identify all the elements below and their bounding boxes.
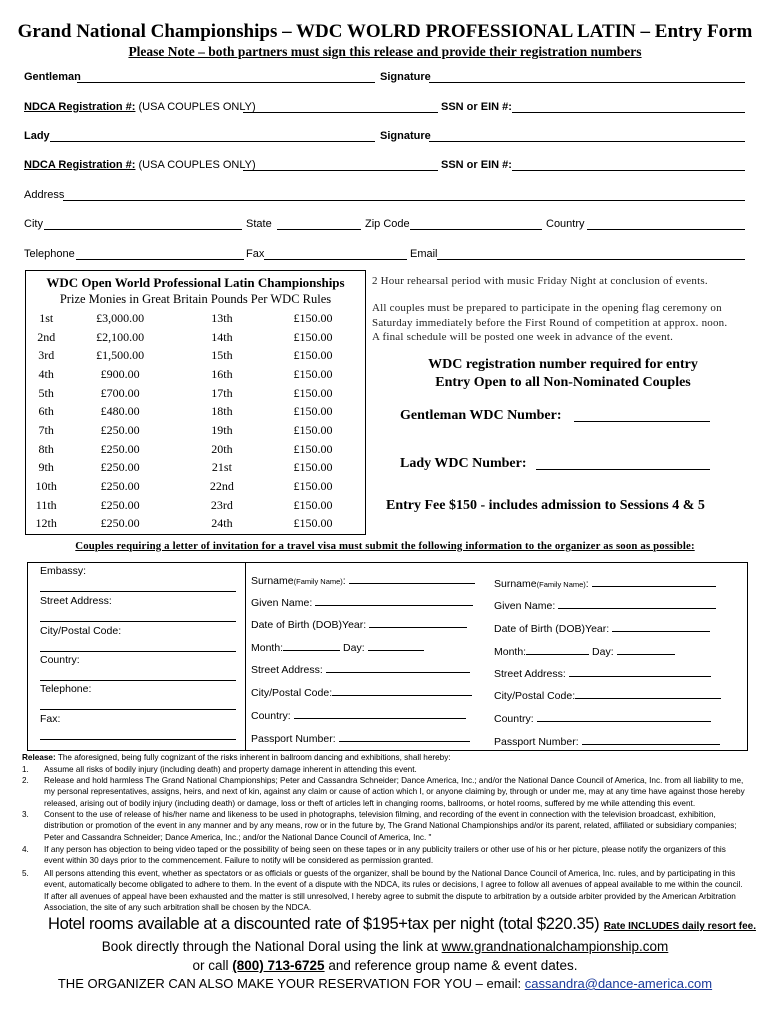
place-cell: 22nd [209,479,234,494]
visa-given-2: Given Name: [494,598,716,612]
rehearsal-note: 2 Hour rehearsal period with music Friday Night at conclusion of events. [372,275,708,287]
prize-cell: £150.00 [293,441,333,456]
fax-label: Fax [246,248,265,260]
prize-cell: £150.00 [293,497,333,512]
gentleman-wdc-label: Gentleman WDC Number: [400,408,562,423]
release-item-text: All persons attending this event, whether as spectators or as officials or guests of the organizer, shall be bound by the National Dance Council of America, Inc. rules, and by participating in this event, automatically become obligated to adhere to them. In the event of a dispute with the NDCA, its rules or decisions, I agree to follow all avenues of appeal available to me within the council. If after all avenues of appeal have been exhausted and the matter is still unresolved, I hereby agree to submit the dispute to arbitration by a outside arbiter provided by the American Arbitration Association, the site of any such arbitration shall be chosen by the NDCA. [44,869,743,912]
zip-label: Zip Code [365,218,410,230]
place-cell: 11th [35,497,57,512]
lady-ssn-label: SSN or EIN #: [441,159,512,171]
website-link[interactable]: www.grandnationalchampionship.com [441,939,669,954]
prize-row [28,346,358,365]
street-field-1[interactable] [326,662,470,673]
gentleman-label: Gentleman [24,71,81,83]
lady-wdc-field[interactable] [536,458,710,470]
book-text: Book directly through the National Doral using the link at [101,939,438,954]
passport-field-1[interactable] [339,731,470,742]
lady-signature-label: Signature [380,130,431,142]
country-field-1[interactable] [294,708,466,719]
prize-cell: £250.00 [100,516,140,531]
flag-ceremony-note: All couples must be prepared to participate in the opening flag ceremony on Saturday immediately before the First Round of competition at approx. noon. A final schedule will be posted one week in advance of the event. [372,302,728,343]
release-item-text: Assume all risks of bodily injury (including death) and property damage inherent in attending this event. [44,765,417,774]
telephone-label: Telephone [24,248,75,260]
city-field-1[interactable] [332,685,472,696]
place-cell: 21st [211,460,232,475]
visa-month-1: Month: Day: [251,640,424,654]
page-title: Grand National Championships – WDC WOLRD PROFESSIONAL LATIN – Entry Form [17,21,753,42]
visa-country-1: Country: [251,708,466,722]
place-cell: 16th [211,366,233,381]
place-cell: 20th [211,441,233,456]
place-cell: 14th [211,329,233,344]
month-field-1[interactable] [283,640,340,651]
prize-row [28,309,358,328]
usa-only-label: (USA COUPLES ONLY) [138,101,256,113]
reference-text: and reference group name & event dates. [328,958,578,973]
place-cell: 17th [211,385,233,400]
prize-cell: £150.00 [293,422,333,437]
city-label: City [24,218,43,230]
prize-cell: £250.00 [100,460,140,475]
state-label: State [246,218,272,230]
prize-cell: £250.00 [100,479,140,494]
state-field[interactable] [277,219,361,230]
place-cell: 6th [38,404,54,419]
prize-row [28,328,358,347]
place-cell: 5th [38,385,54,400]
prize-cell: £150.00 [293,329,333,344]
ndca-label: NDCA Registration #: [24,101,136,113]
place-cell: 10th [35,479,57,494]
given-name-field-1[interactable] [315,595,473,606]
gentleman-ssn-label: SSN or EIN #: [441,101,512,113]
release-item-number: 3. [22,810,29,819]
place-cell: 19th [211,422,233,437]
visa-heading: Couples requiring a letter of invitation for a travel visa must submit the following information to the organizer as soon as possible: [75,540,695,552]
visa-surname-1: Surname(Family Name): [251,573,475,587]
release-item-number: 2. [22,776,29,785]
place-cell: 8th [38,441,54,456]
place-cell: 9th [38,460,54,475]
city-field-2[interactable] [575,688,721,699]
gentleman-ndca-row [24,101,256,113]
address-field[interactable] [63,190,745,201]
passport-field-2[interactable] [582,734,720,745]
lady-label: Lady [24,130,50,142]
visa-left-label: Country: [40,654,80,666]
city-field[interactable] [44,219,242,230]
prize-cell: £150.00 [293,460,333,475]
month-field-2[interactable] [526,644,589,655]
hotel-line [48,915,756,934]
zip-field[interactable] [410,219,542,230]
prize-cell: £900.00 [100,366,140,381]
lady-wdc-label: Lady WDC Number: [400,456,527,471]
email-label: Email [410,248,438,260]
place-cell: 15th [211,348,233,363]
prize-row [28,402,358,421]
visa-dob-1: Date of Birth (DOB)Year: [251,617,467,631]
visa-left-label: Fax: [40,713,61,725]
place-cell: 3rd [38,348,55,363]
prize-row [28,459,358,478]
prize-row [28,384,358,403]
gentleman-signature-label: Signature [380,71,431,83]
country-field[interactable] [587,219,745,230]
usa-only-label: (USA COUPLES ONLY) [138,159,256,171]
visa-left-label: Telephone: [40,683,92,695]
prize-row [28,440,358,459]
visa-dob-2: Date of Birth (DOB)Year: [494,621,710,635]
visa-passport-2: Passport Number: [494,734,720,748]
page-subtitle: Please Note – both partners must sign this release and provide their registration numbers [128,44,642,59]
release-item-text: Consent to the use of release of his/her name and likeness to be used in photographs, television filming, and recording of the event in connection with the television broadcast, exhibition, distribution or promotion of the event in any manner and by any means, row or in the future by, The Grand National Championships and/or its parent, related, affiliated or subsidiary companies; Peter and Cassandra Schneider; Dance America, Inc.; and/or the National Dance Council of America, Inc. " [44,810,737,842]
gentleman-ndca-field[interactable] [243,102,438,113]
lady-ndca-field[interactable] [243,160,438,171]
country-label: Country [546,218,585,230]
release-item-text: If any person has objection to being video taped or the possibility of being seen on these tapes or in any publicity trailers or other use of his or her picture, please notify the organizers of this event within 30 days prior to the commencement. Failure to notify will be considered as permission granted. [44,845,726,866]
visa-left-field[interactable] [40,709,236,710]
place-cell: 4th [38,366,54,381]
prize-row [28,421,358,440]
visa-left-label: City/Postal Code: [40,625,122,637]
visa-city-1: City/Postal Code: [251,685,472,699]
prize-cell: £2,100.00 [96,329,145,344]
organizer-line [0,976,770,991]
address-label: Address [24,189,65,201]
visa-country-2: Country: [494,711,711,725]
prize-cell: £1,500.00 [96,348,145,363]
organizer-text: THE ORGANIZER CAN ALSO MAKE YOUR RESERVATION FOR YOU – email: [57,976,522,991]
prize-cell: £150.00 [293,310,333,325]
place-cell: 23rd [210,497,233,512]
prize-cell: £150.00 [293,366,333,381]
release-intro: The aforesigned, being fully cognizant of the risks inherent in ballroom dancing and exhibitions, shall hereby: [57,753,451,762]
visa-city-2: City/Postal Code: [494,688,721,702]
place-cell: 2nd [37,329,56,344]
email-field[interactable] [437,249,745,260]
email-link[interactable]: cassandra@dance-america.com [524,976,713,991]
release-item-text: Release and hold harmless The Grand National Championships; Peter and Cassandra Schneider; Dance America, Inc.; and/or the National Dance Council of America, Inc. from all liability to me, my personal representatives, assigns, heirs, and next of kin, against any claim or cause of action which I, or anyone claiming by, through or under me, may at any time have against those hereby released, arising out of bodily injury (including death) or damage, loss or theft of articles left in changing rooms, ballrooms, or hotel rooms, suffered by me while attending this event. [44,776,745,808]
visa-month-2: Month: Day: [494,644,675,658]
prize-cell: £3,000.00 [96,310,145,325]
telephone-field[interactable] [76,249,244,260]
visa-given-1: Given Name: [251,595,473,609]
lady-signature-field[interactable] [429,131,745,142]
prize-cell: £700.00 [100,385,140,400]
prize-cell: £150.00 [293,479,333,494]
place-cell: 13th [211,310,233,325]
visa-left-label: Street Address: [40,595,112,607]
entry-fee-text: Entry Fee $150 - includes admission to Sessions 4 & 5 [386,498,705,513]
prize-cell: £250.00 [100,422,140,437]
place-cell: 24th [211,516,233,531]
prize-cell: £250.00 [100,497,140,512]
lady-ndca-row [24,159,256,171]
visa-left-field[interactable] [40,591,236,592]
wdc-required-text: WDC registration number required for entry [428,357,698,372]
prize-cell: £150.00 [293,348,333,363]
prize-cell: £150.00 [293,516,333,531]
lady-ssn-field[interactable] [512,160,745,171]
book-line [0,939,770,954]
ndca-label: NDCA Registration #: [24,159,136,171]
visa-left-field[interactable] [40,621,236,622]
visa-surname-2: Surname(Family Name): [494,576,716,590]
place-cell: 1st [39,310,54,325]
country-field-2[interactable] [537,711,711,722]
release-item-number: 4. [22,845,29,854]
prize-row [28,477,358,496]
gentleman-ssn-field[interactable] [512,102,745,113]
prize-title: WDC Open World Professional Latin Championships [46,275,345,290]
prize-row [28,515,358,534]
release-item-number: 1. [22,765,29,774]
street-field-2[interactable] [569,666,711,677]
visa-left-field[interactable] [40,651,236,652]
hotel-main: Hotel rooms available at a discounted rate of $195+tax per night (total $220.35) [48,915,600,933]
fax-field[interactable] [264,249,407,260]
visa-left-field[interactable] [40,739,236,740]
prize-subtitle: Prize Monies in Great Britain Pounds Per WDC Rules [59,292,332,306]
prize-row [28,496,358,515]
lady-field[interactable] [50,131,375,142]
day-field-2[interactable] [617,644,675,655]
release-item-number: 5. [22,869,29,878]
visa-passport-1: Passport Number: [251,731,470,745]
visa-left-field[interactable] [40,680,236,681]
prize-row [28,365,358,384]
given-name-field-2[interactable] [558,598,716,609]
release-intro-line [22,752,451,763]
entry-open-text: Entry Open to all Non-Nominated Couples [435,375,691,390]
visa-street-1: Street Address: [251,662,470,676]
gentleman-wdc-field[interactable] [574,410,710,422]
surname-field-2[interactable] [592,576,716,587]
prize-table [28,309,358,533]
phone-link[interactable]: (800) 713-6725 [232,958,325,973]
place-cell: 12th [35,516,57,531]
or-call-text: or call [192,958,229,973]
day-field-1[interactable] [368,640,424,651]
visa-left-label: Embassy: [40,565,87,577]
surname-field-1[interactable] [349,573,475,584]
prize-cell: £150.00 [293,404,333,419]
hotel-fee-note: Rate INCLUDES daily resort fee. [603,921,756,932]
visa-divider [245,562,246,750]
place-cell: 18th [211,404,233,419]
call-line [0,958,770,973]
release-label: Release: [22,753,56,762]
place-cell: 7th [38,422,54,437]
gentleman-signature-field[interactable] [429,72,745,83]
dob-year-field-1[interactable] [369,617,467,628]
prize-cell: £480.00 [100,404,140,419]
prize-cell: £250.00 [100,441,140,456]
prize-cell: £150.00 [293,385,333,400]
dob-year-field-2[interactable] [612,621,710,632]
gentleman-field[interactable] [77,72,375,83]
visa-street-2: Street Address: [494,666,711,680]
